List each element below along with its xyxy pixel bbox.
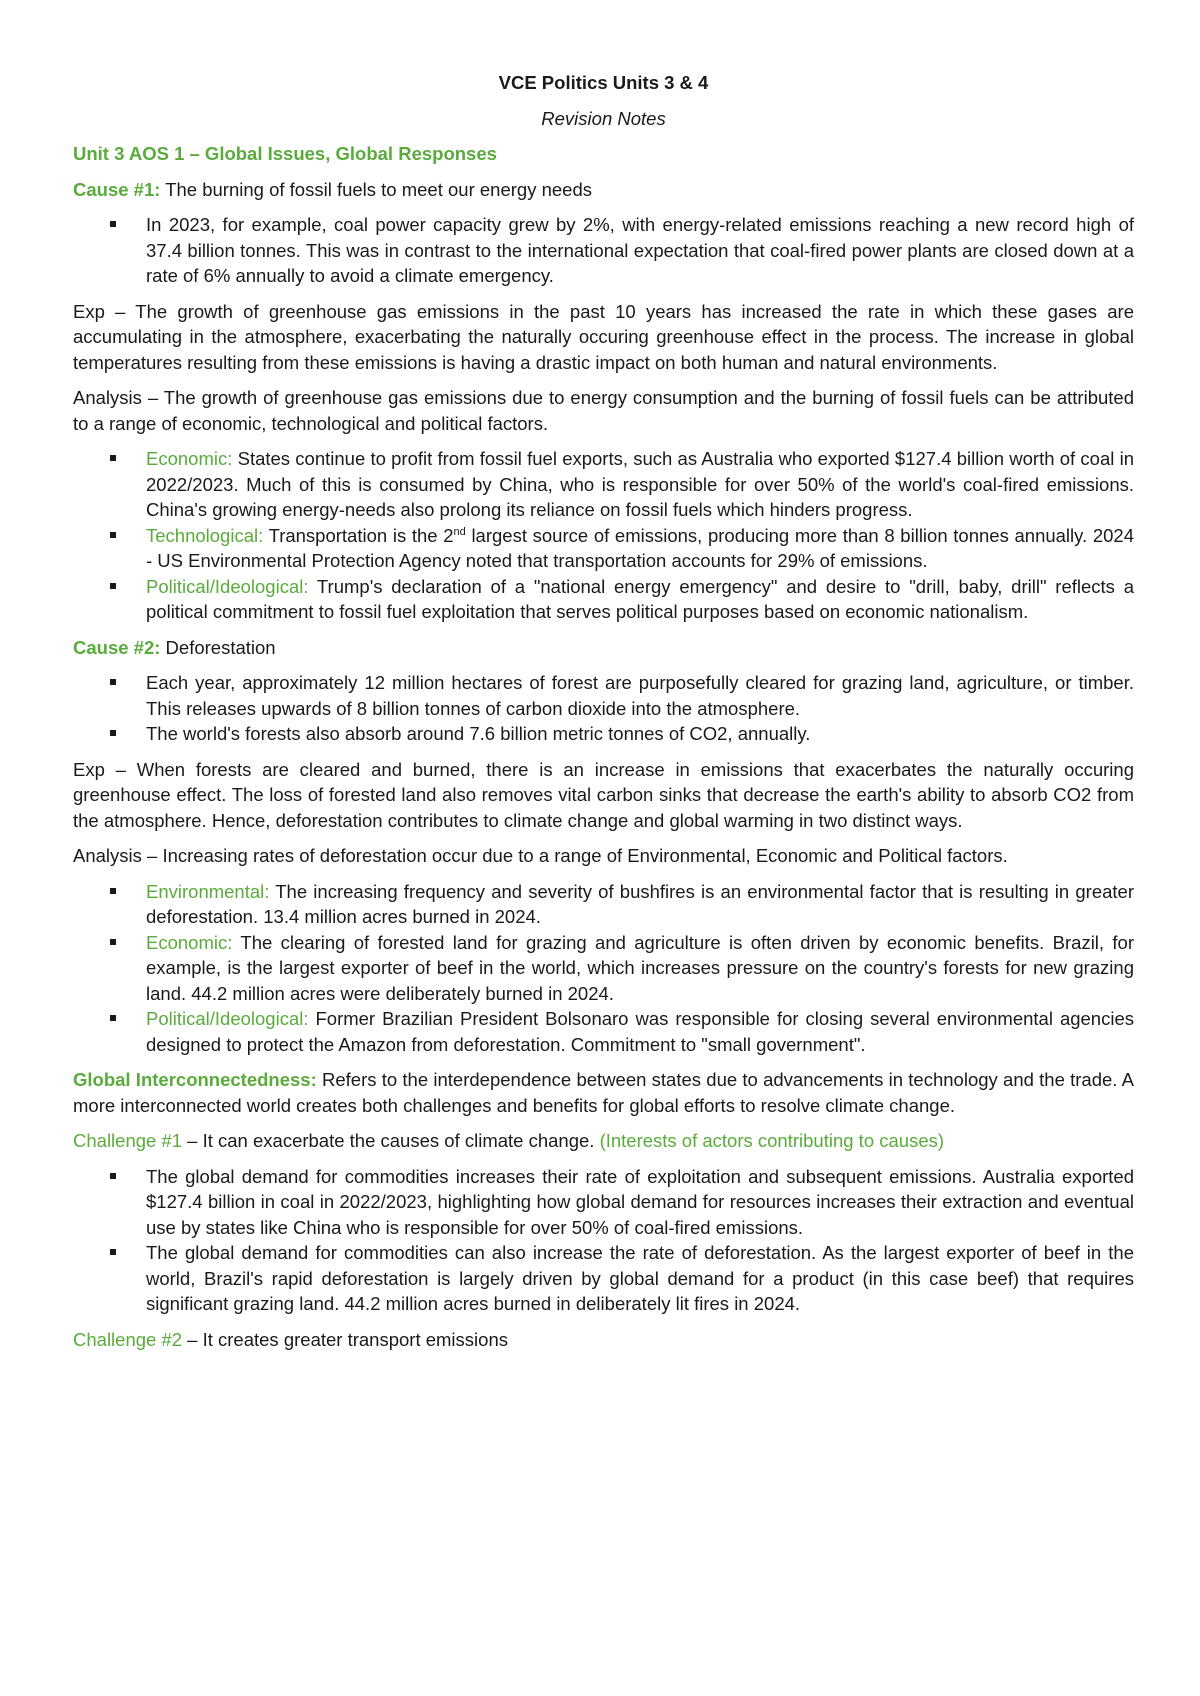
bullet-icon [110,939,116,945]
bullet-icon [110,1015,116,1021]
factor-political: Political/Ideological: Trump's declaration of a "national energy emergency" and desire to "drill, baby, drill" reflects a political commitment to fossil fuel exploitation that serves political purposes based on economic nationalism. [73,574,1134,625]
bullet-icon [110,730,116,736]
challenge1-note: (Interests of actors contributing to causes) [599,1130,945,1151]
cause2-bullets [73,670,1134,747]
document-title: VCE Politics Units 3 & 4 [498,72,709,93]
list-item: In 2023, for example, coal power capacity grew by 2%, with energy-related emissions reaching a new record high of 37.4 billion tonnes. This was in contrast to the international expectation that coal-fired power plants are closed down at a rate of 6% annually to avoid a climate emergency. [73,212,1134,289]
factor-political: Political/Ideological: Former Brazilian President Bolsonaro was responsible for closing several environmental agencies designed to protect the Amazon from deforestation. Commitment to "small government". [73,1006,1134,1057]
challenge2-heading: Challenge #2 – It creates greater transport emissions [73,1328,508,1350]
cause2-label: Cause #2: [73,636,161,658]
cause1-label: Cause #1: [73,178,161,200]
cause1-exp: Exp – The growth of greenhouse gas emissions in the past 10 years has increased the rate in which these gases are accumulating in the atmosphere, exacerbating the naturally occuring greenhouse effect in the process. The increase in global temperatures resulting from these emissions is having a drastic impact on both human and natural environments. [73,300,1134,373]
interconnectedness-label: Global Interconnectedness: [73,1069,317,1090]
cause2-factors [73,879,1134,1058]
challenge1-bullets [73,1164,1134,1317]
list-item: The global demand for commodities increases their rate of exploitation and subsequent emissions. Australia exported $127.4 billion in coal in 2022/2023, highlighting how global demand for resources increases their extraction and eventual use by states like China who is responsible for over 50% of coal-fired emissions. [73,1164,1134,1241]
list-item: Each year, approximately 12 million hectares of forest are purposefully cleared for grazing land, agriculture, or timber. This releases upwards of 8 billion tonnes of carbon dioxide into the atmosphere. [73,670,1134,721]
cause1-heading [73,177,1134,203]
factor-economic: Economic: States continue to profit from fossil fuel exports, such as Australia who exported $127.4 billion worth of coal in 2022/2023. Much of this is consumed by China, who is responsible for over 50% of the world's coal-fired emissions. China's growing energy-needs also prolong its reliance on fossil fuels which hinders progress. [73,446,1134,523]
cause1-factors [73,446,1134,625]
factor-technological: Technological: Transportation is the 2nd largest source of emissions, producing more than 8 billion tonnes annually. 2024 - US Environmental Protection Agency noted that transportation accounts for 29% of emissions. [73,523,1134,574]
bullet-icon [110,1173,116,1179]
bullet-icon [110,221,116,227]
challenge1-label: Challenge #1 [73,1130,183,1151]
cause2-text: Deforestation [160,636,276,658]
cause1-analysis: Analysis – The growth of greenhouse gas emissions due to energy consumption and the burning of fossil fuels can be attributed to a range of economic, technological and political factors. [73,387,1134,434]
cause2-analysis: Analysis – Increasing rates of deforestation occur due to a range of Environmental, Economic and Political factors. [73,845,1008,866]
bullet-icon [110,532,116,538]
document-page [73,70,1134,1362]
list-item: The global demand for commodities can also increase the rate of deforestation. As the largest exporter of beef in the world, Brazil's rapid deforestation is largely driven by global demand for a product (in this case beef) that requires significant grazing land. 44.2 million acres burned in deliberately lit fires in 2024. [73,1240,1134,1317]
unit-heading: Unit 3 AOS 1 – Global Issues, Global Responses [73,143,497,164]
factor-economic: Economic: The clearing of forested land for grazing and agriculture is often driven by economic benefits. Brazil, for example, is the largest exporter of beef in the world, which increases pressure on the country's forests for new grazing land. 44.2 million acres were deliberately burned in 2024. [73,930,1134,1007]
challenge1-heading: Challenge #1 – It can exacerbate the causes of climate change. (Interests of actors contributing to causes) [73,1130,945,1151]
challenge2-label: Challenge #2 [73,1328,183,1350]
bullet-icon [110,679,116,685]
list-item: The world's forests also absorb around 7.6 billion metric tonnes of CO2, annually. [73,721,1134,747]
bullet-icon [110,583,116,589]
interconnectedness-paragraph: Global Interconnectedness: Refers to the interdependence between states due to advancements in technology and the trade. A more interconnected world creates both challenges and benefits for global efforts to resolve climate change. [73,1069,1134,1116]
cause1-text: The burning of fossil fuels to meet our energy needs [160,178,592,200]
cause2-heading [73,635,1134,661]
bullet-icon [110,1249,116,1255]
document-subtitle: Revision Notes [541,107,666,129]
bullet-icon [110,455,116,461]
factor-environmental: Environmental: The increasing frequency and severity of bushfires is an environmental factor that is resulting in greater deforestation. 13.4 million acres burned in 2024. [73,879,1134,930]
cause2-exp: Exp – When forests are cleared and burned, there is an increase in emissions that exacerbates the naturally occuring greenhouse effect. The loss of forested land also removes vital carbon sinks that decrease the earth's ability to absorb CO2 from the atmosphere. Hence, deforestation contributes to climate change and global warming in two distinct ways. [73,758,1134,831]
bullet-icon [110,888,116,894]
cause1-bullets [73,212,1134,289]
